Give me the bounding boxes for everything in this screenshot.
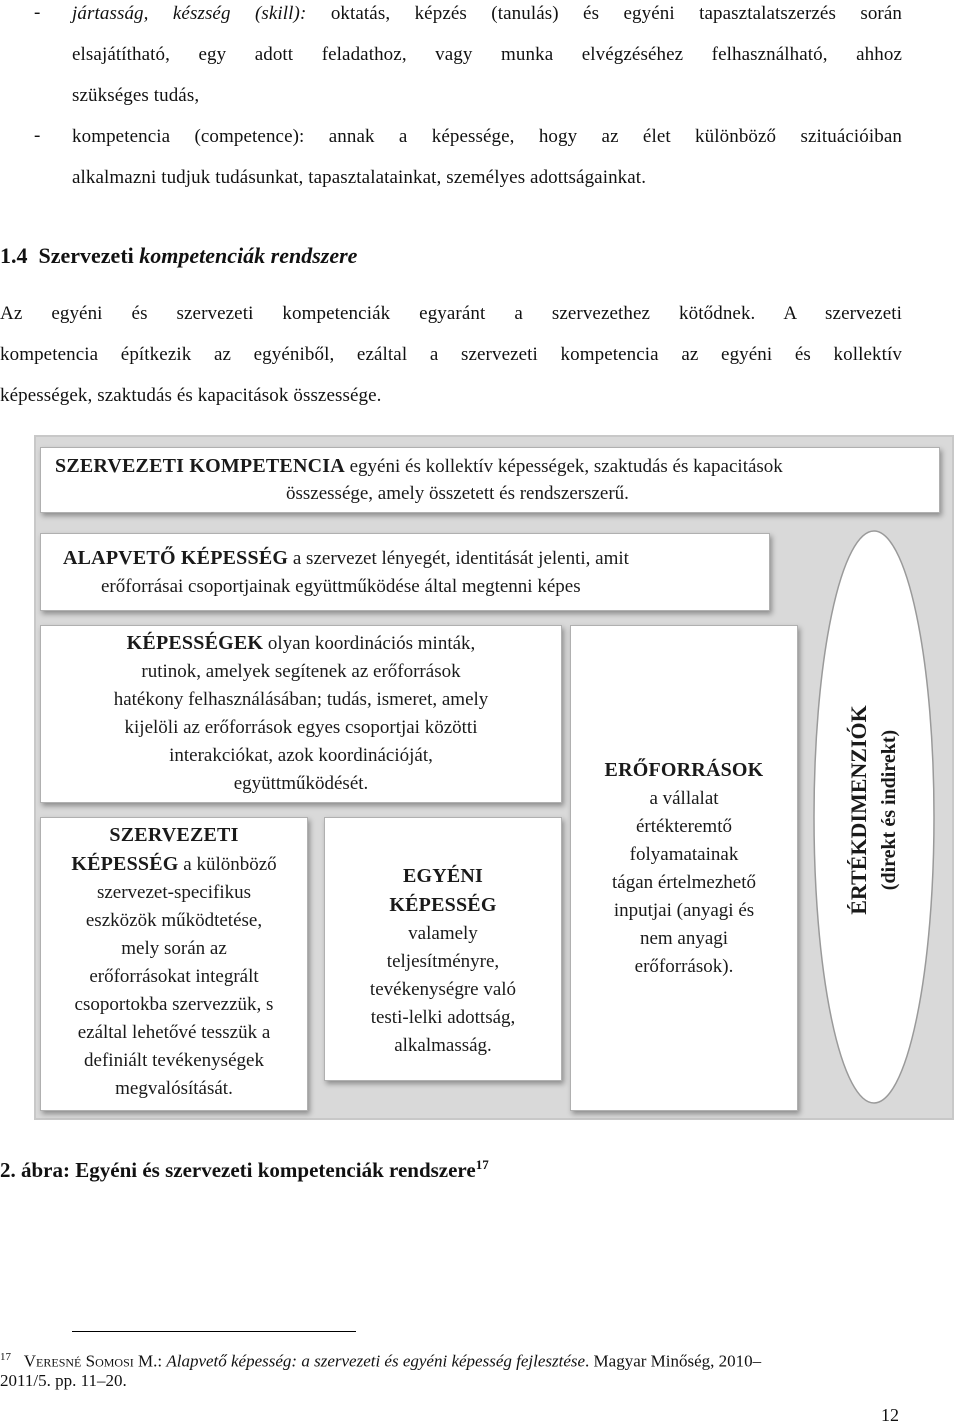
competence-definition-line-1: kompetencia (competence): annak a képessége, hogy az élet különböző szituációiban bbox=[72, 126, 902, 147]
skill-definition-line-3: szükséges tudás, bbox=[72, 85, 200, 106]
capabilities-line: hatékony felhasználásában; tudás, ismeret, amely bbox=[113, 689, 489, 710]
footnote-author: Veresné Somosi M. bbox=[23, 1351, 158, 1371]
org-capability-line: erőforrásokat integrált bbox=[89, 966, 259, 987]
resources-line: nem anyagi bbox=[639, 928, 729, 949]
resources-line: tágan értelmezhető bbox=[611, 872, 756, 893]
intro-line-3: képességek, szaktudás és kapacitások összessége. bbox=[0, 385, 382, 406]
footnote-source: . Magyar Minőség, 2010– bbox=[585, 1351, 762, 1371]
skill-definition-line-1 bbox=[72, 2, 902, 25]
resources-line: értékteremtő bbox=[635, 816, 732, 837]
capabilities-line: együttműködését. bbox=[233, 773, 369, 794]
resources-line: erőforrások). bbox=[634, 956, 734, 977]
capabilities-line: interakciókat, azok koordinációját, bbox=[169, 745, 433, 766]
skill-definition-line-2: elsajátítható, egy adott feladathoz, vagy munka elvégzéséhez felhasználható, ahhoz bbox=[72, 44, 902, 65]
intro-line-1: Az egyéni és szervezeti kompetenciák egyaránt a szervezethez kötődnek. A szervezeti bbox=[0, 303, 902, 324]
section-number: 1.4 bbox=[0, 243, 28, 268]
list-dash: - bbox=[34, 2, 41, 23]
capabilities-line: rutinok, amelyek segítenek az erőforrások bbox=[141, 661, 461, 682]
capabilities-title: KÉPESSÉGEK bbox=[126, 632, 264, 654]
individual-capability-line: tevékenységre való bbox=[369, 979, 517, 1000]
resources-box bbox=[570, 625, 798, 1111]
section-heading bbox=[0, 243, 357, 269]
org-competence-box bbox=[40, 447, 940, 513]
figure-caption-text: 2. ábra: Egyéni és szervezeti kompetenciák rendszere bbox=[0, 1158, 476, 1182]
list-dash: - bbox=[34, 125, 41, 146]
section-title-italic: kompetenciák rendszere bbox=[139, 243, 358, 268]
org-capability-title: SZERVEZETI bbox=[109, 824, 239, 846]
capabilities-line: kijelöli az erőforrások egyes csoportjai közötti bbox=[124, 717, 478, 738]
resources-line: a vállalat bbox=[649, 788, 719, 809]
individual-capability-box bbox=[324, 817, 562, 1081]
individual-capability-line: teljesítményre, bbox=[386, 951, 500, 972]
resources-title: ERŐFORRÁSOK bbox=[604, 759, 764, 781]
individual-capability-line: testi-lelki adottság, bbox=[370, 1007, 516, 1028]
individual-capability-line: valamely bbox=[408, 923, 478, 944]
org-competence-title: SZERVEZETI KOMPETENCIA bbox=[55, 455, 345, 477]
core-capability-title: ALAPVETŐ KÉPESSÉG bbox=[63, 547, 289, 569]
skill-term: jártasság, készség (skill): bbox=[72, 3, 307, 24]
org-capability-line: szervezet-specifikus bbox=[96, 882, 252, 903]
intro-line-2: kompetencia építkezik az egyéniből, ezáltal a szervezeti kompetencia az egyéni és kollektív bbox=[0, 344, 902, 365]
figure-caption bbox=[0, 1157, 489, 1183]
individual-capability-title: EGYÉNI bbox=[402, 865, 484, 887]
value-dimensions-label bbox=[814, 515, 934, 1105]
value-dimensions-title: ÉRTÉKDIMENZIÓK bbox=[846, 705, 871, 915]
core-capability-box bbox=[40, 533, 770, 611]
page-number: 12 bbox=[881, 1405, 899, 1425]
skill-definition-text: oktatás, képzés (tanulás) és egyéni tapasztalatszerzés során bbox=[306, 3, 902, 24]
org-competence-text: egyéni és kollektív képességek, szaktudás és kapacitások bbox=[344, 456, 783, 477]
capabilities-box bbox=[40, 625, 562, 803]
footnote-title: Alapvető képesség: a szervezeti és egyéni képesség fejlesztése bbox=[166, 1351, 586, 1371]
competence-definition-line-2: alkalmazni tudjuk tudásunkat, tapasztalatainkat, személyes adottságainkat. bbox=[72, 167, 647, 188]
org-capability-line: definiált tevékenységek bbox=[84, 1050, 264, 1071]
capabilities-text: olyan koordinációs minták, bbox=[263, 633, 476, 654]
resources-line: inputjai (anyagi és bbox=[613, 900, 755, 921]
section-title-plain: Szervezeti bbox=[38, 243, 134, 268]
footnote-line-2: 2011/5. pp. 11–20. bbox=[0, 1371, 127, 1390]
org-capability-line: ezáltal lehetővé tesszük a bbox=[77, 1022, 271, 1043]
org-capability-title-2: KÉPESSÉG bbox=[71, 853, 179, 875]
org-capability-box bbox=[40, 817, 308, 1111]
org-competence-text-2: összessége, amely összetett és rendszerszerű. bbox=[286, 483, 629, 504]
resources-line: folyamatainak bbox=[629, 844, 739, 865]
footnote: $^{17}$ Veresné Somosi M.: Alapvető képesség: a szervezeti és egyéni képesség fejlesztése. Magyar Minőség, 2010– bbox=[0, 1351, 762, 1371]
core-capability-text: a szervezet lényegét, identitását jelenti, amit bbox=[288, 548, 629, 569]
competence-diagram bbox=[34, 435, 954, 1120]
org-capability-line: eszközök működtetése, bbox=[85, 910, 263, 931]
value-dimensions-subtitle: (direkt és indirekt) bbox=[878, 729, 900, 891]
org-capability-line: csoportokba szervezzük, s bbox=[74, 994, 274, 1015]
caption-footnote-ref[interactable]: 17 bbox=[475, 1157, 489, 1172]
footnote-ref: 17 bbox=[0, 1351, 11, 1363]
core-capability-text-2: erőforrásai csoportjainak együttműködése által megtenni képes bbox=[101, 576, 581, 597]
org-capability-text: a különböző bbox=[178, 854, 277, 875]
footnote-divider bbox=[72, 1331, 356, 1332]
org-capability-line: megvalósítását. bbox=[115, 1078, 233, 1099]
individual-capability-line: alkalmasság. bbox=[394, 1035, 492, 1056]
individual-capability-title-2: KÉPESSÉG bbox=[389, 894, 497, 916]
org-capability-line: mely során az bbox=[121, 938, 227, 959]
